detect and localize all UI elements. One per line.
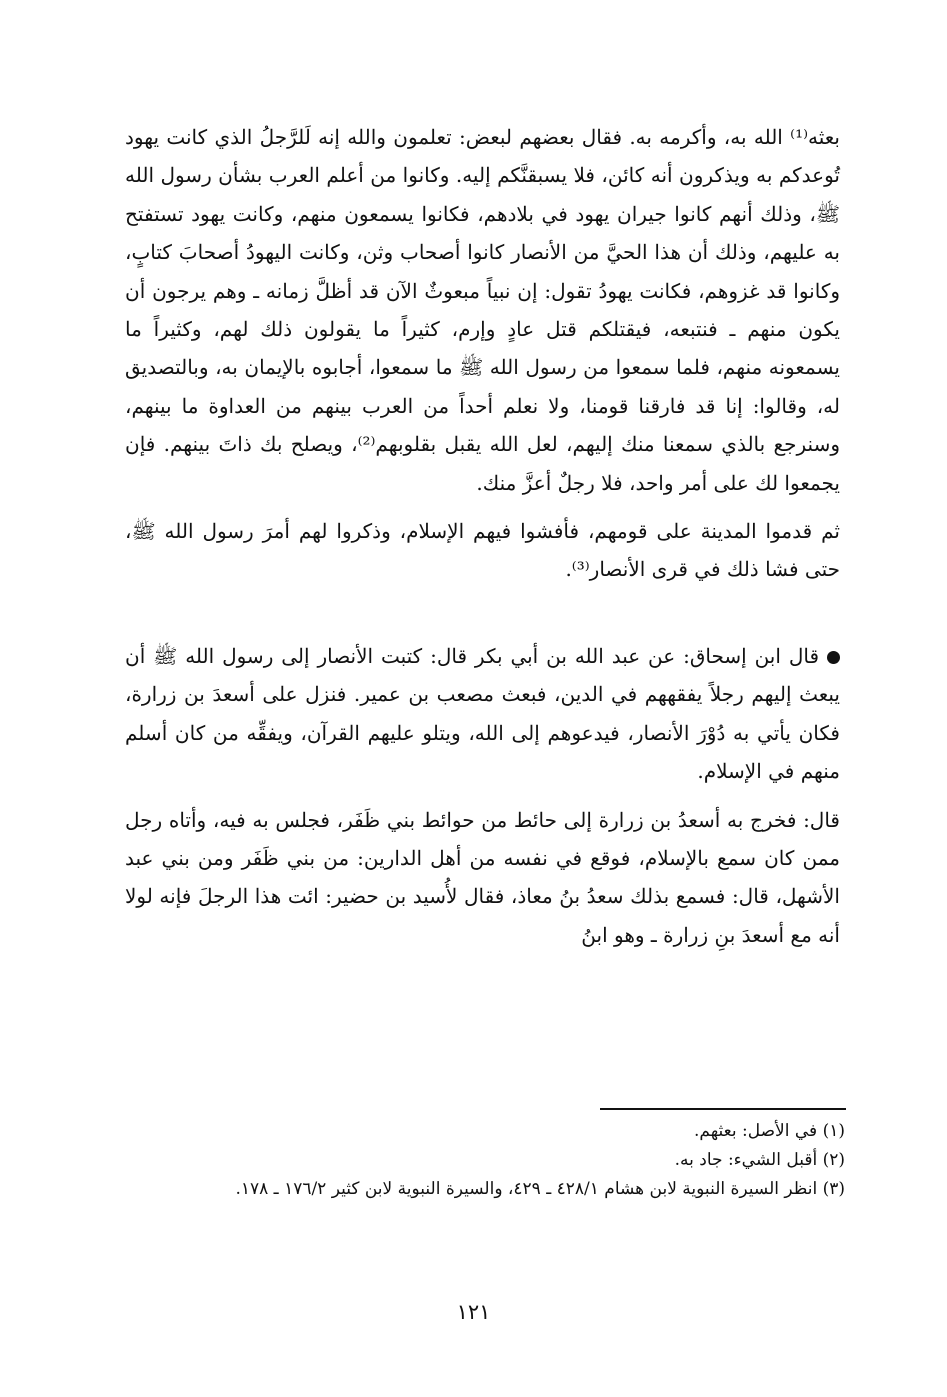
paragraph-3-text: قال ابن إسحاق: عن عبد الله بن أبي بكر قال: كتبت الأنصار إلى رسول الله ﷺ أن يبعث إليهم رجلاً يفقههم في الدين، فبعث مصعب بن عمير. فنزل على أسعدَ بن زرارة، فكان يأتي به دُوْرَ الأنصار، فيدعوهم إلى الله، ويتلو عليهم القرآن، ويفقِّه من كان أسلم منهم في الإسلام. bbox=[125, 643, 840, 784]
paragraph-3 bbox=[125, 637, 840, 791]
footnotes bbox=[125, 1117, 845, 1204]
page-number: ١٢١ bbox=[456, 1300, 491, 1324]
footnote-2: (٢) أقبل الشيء: جاد به. bbox=[674, 1150, 845, 1170]
main-text bbox=[125, 118, 840, 954]
footnote-separator bbox=[600, 1108, 846, 1110]
footnote-1: (١) في الأصل: بعثهم. bbox=[694, 1121, 845, 1141]
paragraph-2: ثم قدموا المدينة على قومهم، فأفشوا فيهم الإسلام، وذكروا لهم أمرَ رسول الله ﷺ، حتى فشا ذلك في قرى الأنصار⁽³⁾. bbox=[125, 519, 840, 582]
paragraph-1: بعثه⁽¹⁾ الله به، وأكرمه به. فقال بعضهم لبعض: تعلمون والله إنه لَلرَّجلُ الذي كانت يهود تُوعدكم به ويذكرون أنه كائن، فلا يسبقنَّكم إليه. وكانوا من أعلم العرب بشأن رسول الله ﷺ، وذلك أنهم كانوا جيران يهود في بلادهم، فكانوا يسمعون منهم، وكانت يهود تستفتح به عليهم، وذلك أن هذا الحيَّ من الأنصار كانوا أصحاب وثن، وكانت اليهودُ أصحابَ كتابٍ، وكانوا قد غزوهم، فكانت يهودُ تقول: إن نبياً مبعوثٌ الآن قد أظلَّ زمانه ـ وهم يرجون أن يكون منهم ـ فنتبعه، فيقتلكم قتل عادٍ وإرم، كثيراً ما يقولون ذلك لهم، وكثيراً ما يسمعونه منهم، فلما سمعوا من رسول الله ﷺ ما سمعوا، أجابوه بالإيمان به، وبالتصديق له، وقالوا: إنا قد فارقنا قومنا، ولا نعلم أحداً من العرب بينهم من العداوة ما بينهم، وسنرجع بالذي سمعنا منك إليهم، لعل الله يقبل بقلوبهم⁽²⁾، ويصلح بك ذاتَ بينهم. فإن يجمعوا لك على أمر واحد، فلا رجلٌ أعزَّ منك. bbox=[125, 125, 840, 495]
bullet-icon bbox=[827, 651, 840, 664]
footnote-3: (٣) انظر السيرة النبوية لابن هشام ٤٢٨/١ ـ ٤٢٩، والسيرة النبوية لابن كثير ١٧٦/٢ ـ ١٧٨. bbox=[235, 1179, 845, 1199]
paragraph-4: قال: فخرج به أسعدُ بن زرارة إلى حائط من حوائط بني ظَفَر، فجلس به فيه، وأتاه رجل ممن كان سمع بالإسلام، فوقع في نفسه من أهل الدارين: من بني ظَفَر ومن بني عبد الأشهل، قال: فسمع بذلك سعدُ بنُ معاذ، فقال لأُسيد بن حضير: ائت هذا الرجلَ فإنه لولا أنه مع أسعدَ بنِ زرارة ـ وهو ابنُ bbox=[125, 807, 840, 947]
